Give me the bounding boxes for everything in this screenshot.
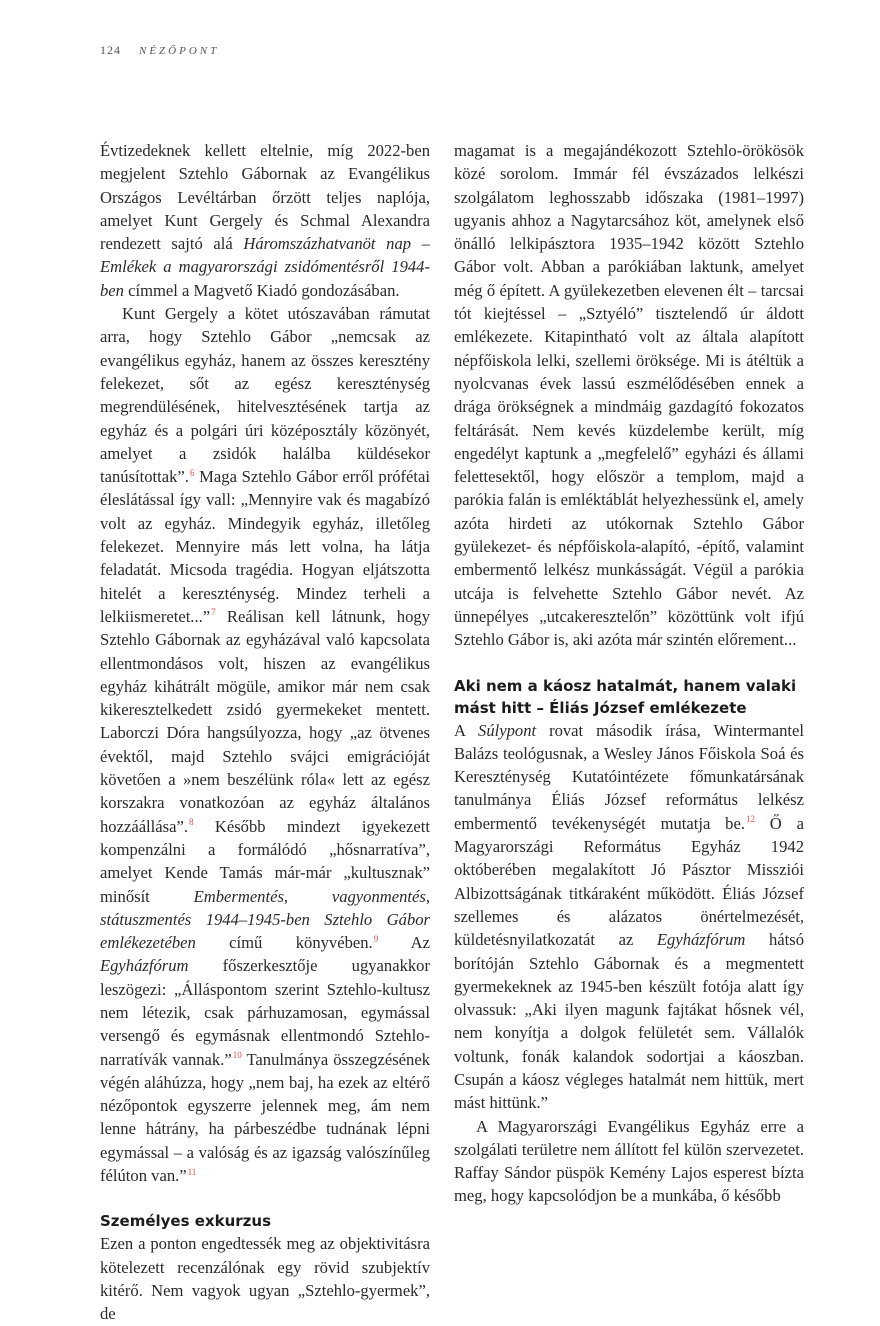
paragraph bbox=[454, 719, 804, 1115]
text: főszerkesztője ugyanakkor leszögezi: „Álláspontom szerint Sztehlo-kultusz nem létezik, csak párhuzamosan, egymással versengő és egymásnak ellentmondó Sztehlo-narratívák vannak.” bbox=[100, 956, 430, 1069]
spacer bbox=[100, 1187, 430, 1210]
text: címmel a Magvető Kiadó gondozásában. bbox=[123, 280, 400, 300]
text: Évtizedeknek kellett eltelnie, míg 2022-ben megjelent Sztehlo Gábornak az Evangélikus Országos Levéltárban őrzött teljes naplója, amelyet Kunt Gergely és Schmal Alexandra rendezett sajtó alá bbox=[100, 141, 430, 254]
column-title: Súlypont bbox=[478, 720, 537, 740]
text: hátsó borítóján Sztehlo Gábornak és a megmentett gyermekeknek az 1945-ben készült fotója alatt így olvassuk: „Aki ilyen magunk fajtákat hősnek vél, nem konyítja a dolgok felületét sem. Vállalók voltunk, fonák kalandok sodortjai a káoszban. Csupán a káosz végleges hatalmát nem hittük, mert mást hittünk.” bbox=[454, 930, 804, 1113]
paragraph: Ezen a ponton engedtessék meg az objektivitásra kötelezett recenzálónak egy rövid szubjektív kitérő. Nem vagyok ugyan „Sztehlo-gyermek”, de bbox=[100, 1234, 430, 1324]
text: Maga Sztehlo Gábor erről prófétai éleslátással így vall: „Mennyire vak és magabízó volt az egyház. Mindegyik egyház, illetőleg felekezet. Mennyire más lett volna, ha látja feladatát. Micsoda tragédia. Hogyan eljátszotta hitelét a kereszténység. Mindez terheli a lelkiismeretet...” bbox=[100, 467, 430, 626]
footnote-ref[interactable]: 9 bbox=[373, 933, 379, 944]
text: Tanulmánya összegzésének végén aláhúzza, hogy „nem baj, ha ezek az eltérő nézőpontok egyszerre jelennek meg, ám nem lenne hátrány, ha párbeszédbe tudnának lépni egymással – a valóság és az igazság valószínűleg félúton van.” bbox=[100, 1049, 430, 1186]
paragraph: A Magyarországi Evangélikus Egyház erre a szolgálati területre nem állított fel külön szervezetet. Raffay Sándor püspök Kemény Lajos esperest bízta meg, hogy kapcsolódjon be a munkába, ő később bbox=[454, 1116, 804, 1206]
right-column bbox=[454, 139, 804, 1208]
text: Az bbox=[378, 933, 430, 953]
journal-title: Egyházfórum bbox=[100, 956, 189, 976]
text: című könyvében. bbox=[195, 933, 373, 953]
page-number: 124 bbox=[100, 43, 121, 57]
running-header bbox=[100, 43, 219, 58]
footnote-ref[interactable]: 12 bbox=[745, 814, 755, 825]
section-title: NÉZŐPONT bbox=[139, 45, 220, 57]
text: Ő a Magyarországi Református Egyház 1942 októberében megalakított Jó Pásztor Missziói Albizottságának titkáraként működött. Éliás József szellemes és alázatos önértelmezését, küldetésnyilatkozatát az bbox=[454, 813, 804, 950]
text: Kunt Gergely a kötet utószavában rámutat arra, hogy Sztehlo Gábor „nemcsak az evangélikus egyház, hanem az összes keresztény felekezet, sőt az egész kereszténység megrendülésének, hitelvesztésének tartja az egyház és a polgári úri középosztály közönyét, amelyet a zsidók halálba küldésekor tanúsítottak”. bbox=[100, 304, 430, 487]
footnote-ref[interactable]: 8 bbox=[188, 817, 194, 828]
book-title: Háromszázhatvanöt nap – Emlékek a magyarországi zsidómentésről 1944-ben bbox=[100, 234, 430, 300]
footnote-ref[interactable]: 11 bbox=[187, 1166, 197, 1177]
text: Később mindezt igyekezett kompenzálni a formálódó „hősnarratíva”, amelyet Kende Tamás már-már „kultusznak” minősít bbox=[100, 816, 430, 906]
spacer bbox=[454, 652, 804, 675]
paragraph bbox=[100, 302, 430, 1187]
text: A bbox=[454, 720, 479, 740]
text: Reálisan kell látnunk, hogy Sztehlo Gábornak az egyházával való kapcsolata ellentmondásos volt, hiszen az evangélikus egyház kihátrált mögüle, amikor már nem csak kikeresztelkedett zsidó gyermekeket mentett. Laborczi Dóra hangsúlyozza, hogy „az ötvenes évektől, majd Sztehlo svájci emigrációját követően a »nem beszélünk róla« lett az egész korszakra vonatkozóan az egyház általános hozzáállása”. bbox=[100, 606, 430, 836]
book-title: Embermentés, vagyonmentés, státuszmentés 1944–1945-ben Sztehlo Gábor emlékezetében bbox=[100, 886, 430, 953]
journal-title: Egyházfórum bbox=[656, 930, 746, 950]
footnote-ref[interactable]: 10 bbox=[232, 1050, 242, 1061]
text: rovat második írása, Wintermantel Balázs teológusnak, a Wesley János Főiskola Soá és Kereszténység Kutatóintézete főmunkatársának tanulmánya Éliás József református lelkész embermentő tevékenységét mutatja be. bbox=[454, 720, 804, 833]
paragraph bbox=[100, 139, 430, 302]
footnote-ref[interactable]: 6 bbox=[189, 467, 195, 478]
left-column bbox=[100, 139, 430, 1326]
paragraph: magamat is a megajándékozott Sztehlo-örökösök közé sorolom. Immár fél évszázados lelkészi szolgálatom leghosszabb időszaka (1981–1997) ugyanis ahhoz a Nagytarcsához köt, amelynek első önálló lelkipásztora 1935–1942 között Sztehlo Gábor volt. Abban a parókiában laktunk, amelyet még ő épített. A gyülekezetben elevenen élt – tarcsai tót kiejtéssel – „Sztyéló” tisztelendő úr áldott emlékezete. Kitapintható volt az általa alapított népfőiskola lelki, szellemi öröksége. Mi is átéltük a nyolcvanas évek lassú eszmélődésében ennek a drága örökségnek a mindmáig gazdagító fokozatos feltárását. Nem kevés küzdelembe került, míg engedélyt kaptunk a „megfelelő” egyházi és állami felettesektől, hogy először a templom, majd a parókia falán is emléktáblát helyezhessünk el, amely azóta hirdeti az utókornak Sztehlo Gábor gyülekezet- és népfőiskola-alapító, -építő, valamint embermentő lelkész munkásságát. Végül a parókia utcája is felvehette Sztehlo Gábor nevét. Az ünnepélyes „utcakeresztelőn” közöttünk volt ifjú Sztehlo Gábor is, aki azóta már szintén előrement... bbox=[454, 141, 804, 650]
footnote-ref[interactable]: 7 bbox=[211, 607, 216, 618]
section-heading: Személyes exkurzus bbox=[100, 1212, 271, 1231]
section-heading: Aki nem a káosz hatalmát, hanem valaki mást hitt – Éliás József emlékezete bbox=[454, 676, 797, 717]
